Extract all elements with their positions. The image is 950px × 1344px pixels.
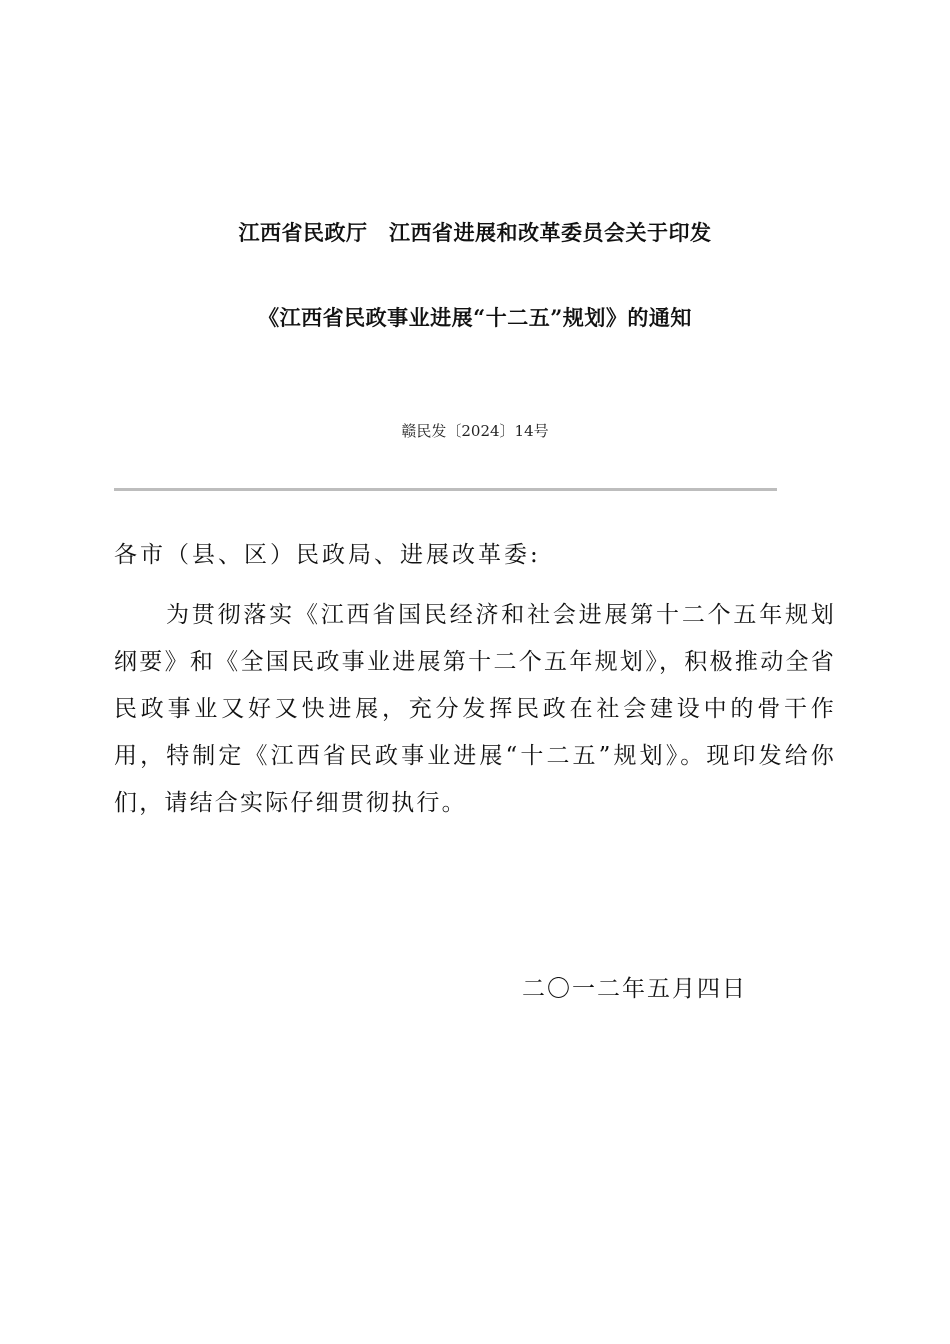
separator-rule [114,488,777,491]
document-title-line-2: 《江西省民政事业进展“十二五”规划》的通知 [258,305,692,330]
document-title-line-1: 江西省民政厅 江西省进展和改革委员会关于印发 [238,220,712,245]
body-paragraph: 为贯彻落实《江西省国民经济和社会进展第十二个五年规划纲要》和《全国民政事业进展第十二个五年规划》，积极推动全省民政事业又好又快进展，充分发挥民政在社会建设中的骨干作用，特制定《江西省民政事业进展“十二五”规划》。现印发给你们，请结合实际仔细贯彻执行。 [114,602,836,816]
document-number: 赣民发〔2024〕14号 [401,422,549,440]
document-date: 二〇一二年五月四日 [522,976,747,1002]
salutation: 各市（县、区）民政局、进展改革委: [114,542,541,568]
